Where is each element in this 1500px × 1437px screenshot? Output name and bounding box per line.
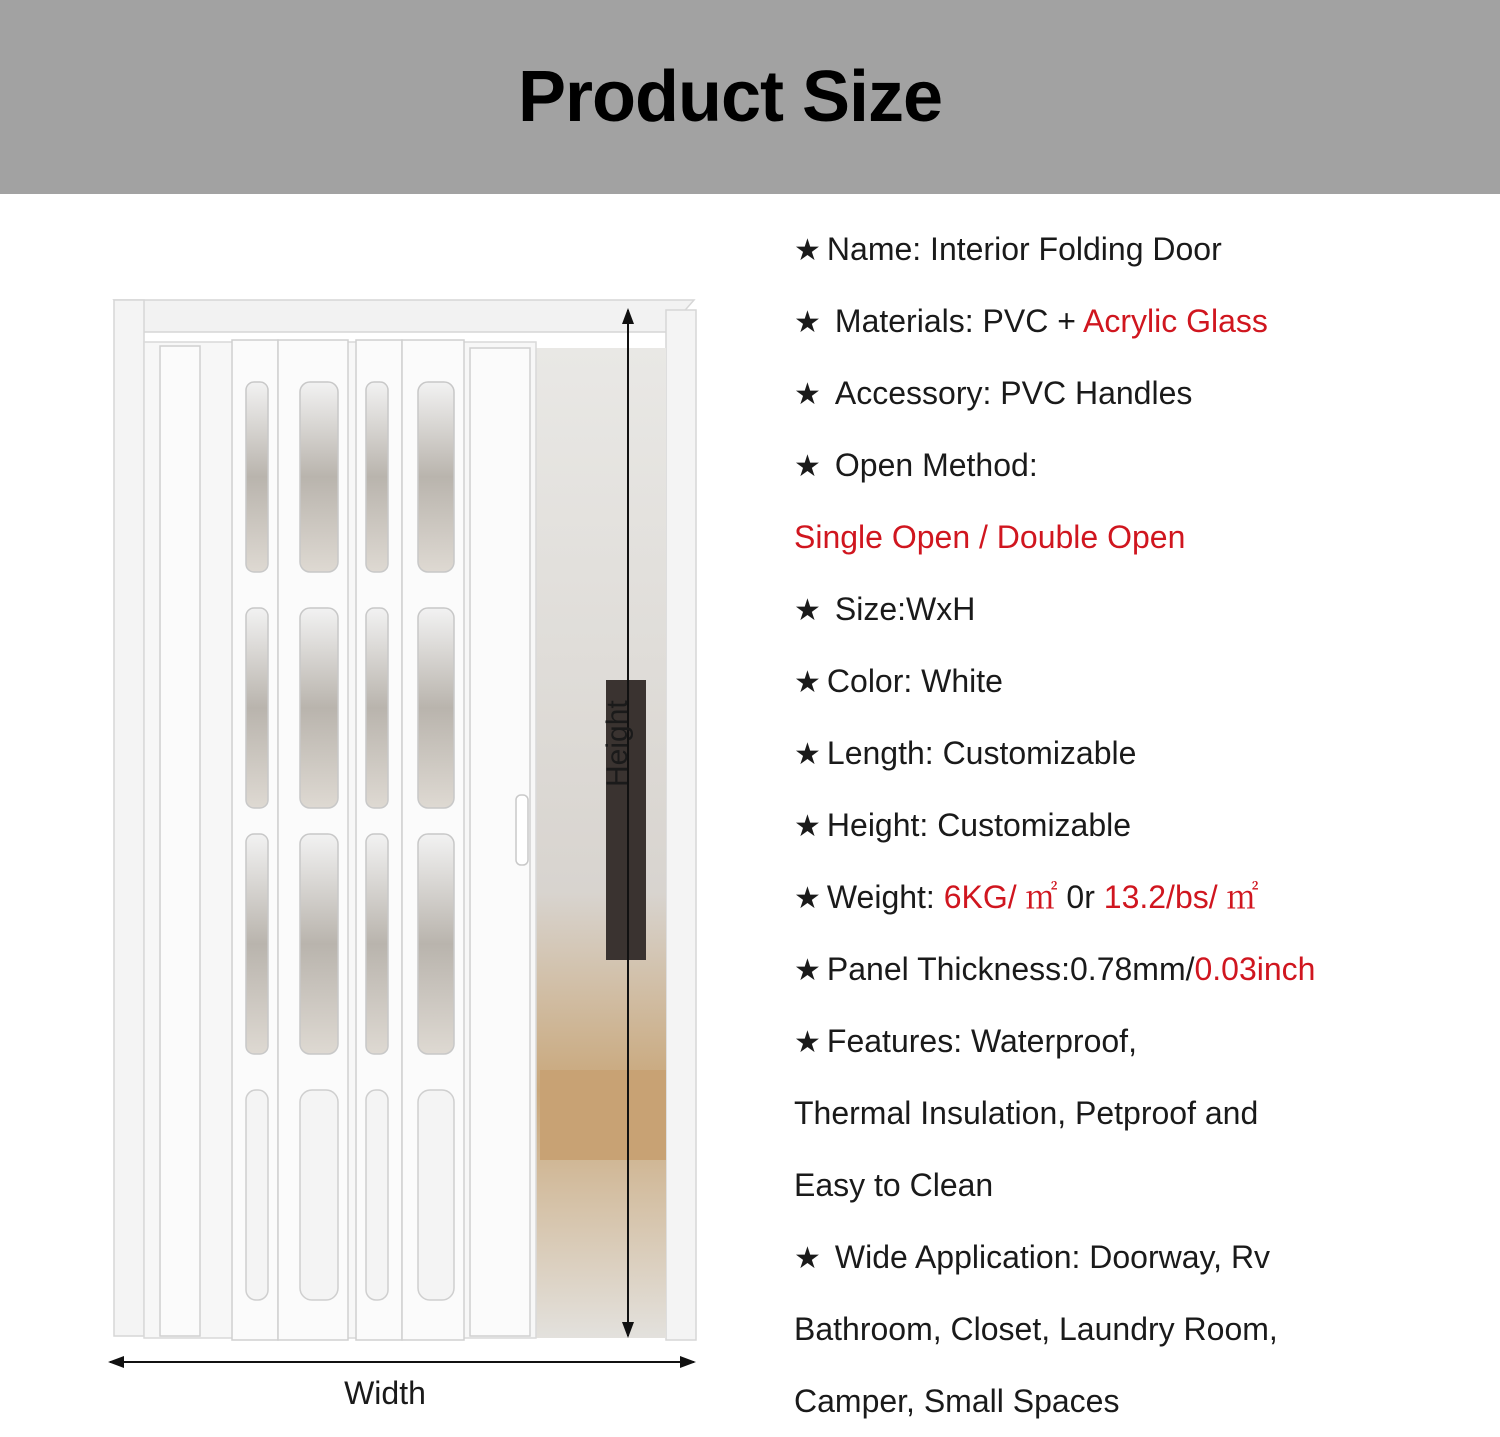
spec-text: Panel Thickness:0.78mm/ <box>826 951 1195 987</box>
star-icon: ★ <box>794 306 821 339</box>
spec-open-method <box>794 429 1484 501</box>
spec-text: Features: Waterproof, <box>826 1023 1137 1059</box>
star-icon: ★ <box>794 594 821 627</box>
star-icon: ★ <box>794 234 821 267</box>
spec-accessory <box>794 357 1484 429</box>
star-icon: ★ <box>794 882 821 915</box>
star-icon: ★ <box>794 1242 821 1275</box>
folding-door-illustration <box>100 290 720 1420</box>
spec-materials <box>794 285 1484 357</box>
width-label: Width <box>344 1375 426 1411</box>
spec-features-cont: Thermal Insulation, Petproof and <box>794 1095 1259 1131</box>
star-icon: ★ <box>794 810 821 843</box>
spec-text: 0r <box>1057 879 1104 915</box>
spec-text: Accessory: PVC Handles <box>834 375 1193 411</box>
spec-application-cont: Bathroom, Closet, Laundry Room, <box>794 1311 1278 1347</box>
star-icon: ★ <box>794 1026 821 1059</box>
spec-features <box>794 1005 1484 1077</box>
spec-features-cont: Easy to Clean <box>794 1167 994 1203</box>
spec-text: Name: Interior Folding Door <box>826 231 1222 267</box>
spec-highlight: Acrylic Glass <box>1083 303 1268 339</box>
spec-text: Open Method: <box>834 447 1038 483</box>
spec-weight <box>794 861 1484 933</box>
spec-application-cont: Camper, Small Spaces <box>794 1383 1120 1419</box>
star-icon: ★ <box>794 666 821 699</box>
spec-highlight: 0.03inch <box>1194 951 1316 987</box>
spec-height <box>794 789 1484 861</box>
spec-thickness <box>794 933 1484 1005</box>
spec-text: Size:WxH <box>834 591 976 627</box>
spec-size <box>794 573 1484 645</box>
product-figure <box>100 290 720 1420</box>
spec-color <box>794 645 1484 717</box>
star-icon: ★ <box>794 738 821 771</box>
star-icon: ★ <box>794 954 821 987</box>
header-banner <box>0 0 1500 194</box>
star-icon: ★ <box>794 378 821 411</box>
spec-text: Weight: <box>826 879 944 915</box>
spec-length <box>794 717 1484 789</box>
spec-text: Length: Customizable <box>826 735 1137 771</box>
height-label: Height <box>601 700 634 787</box>
spec-open-options: Single Open / Double Open <box>794 519 1186 555</box>
spec-text: Height: Customizable <box>826 807 1132 843</box>
star-icon: ★ <box>794 450 821 483</box>
spec-application <box>794 1221 1484 1293</box>
spec-text: Color: White <box>826 663 1003 699</box>
spec-text: Wide Application: Doorway, Rv <box>834 1239 1271 1275</box>
spec-highlight: 13.2/bs/ ㎡ <box>1103 879 1259 915</box>
page-title: Product Size <box>517 57 943 137</box>
spec-text: Materials: PVC + <box>834 303 1083 339</box>
spec-list <box>794 213 1484 1437</box>
spec-name <box>794 213 1484 285</box>
spec-highlight: 6KG/ ㎡ <box>943 879 1058 915</box>
